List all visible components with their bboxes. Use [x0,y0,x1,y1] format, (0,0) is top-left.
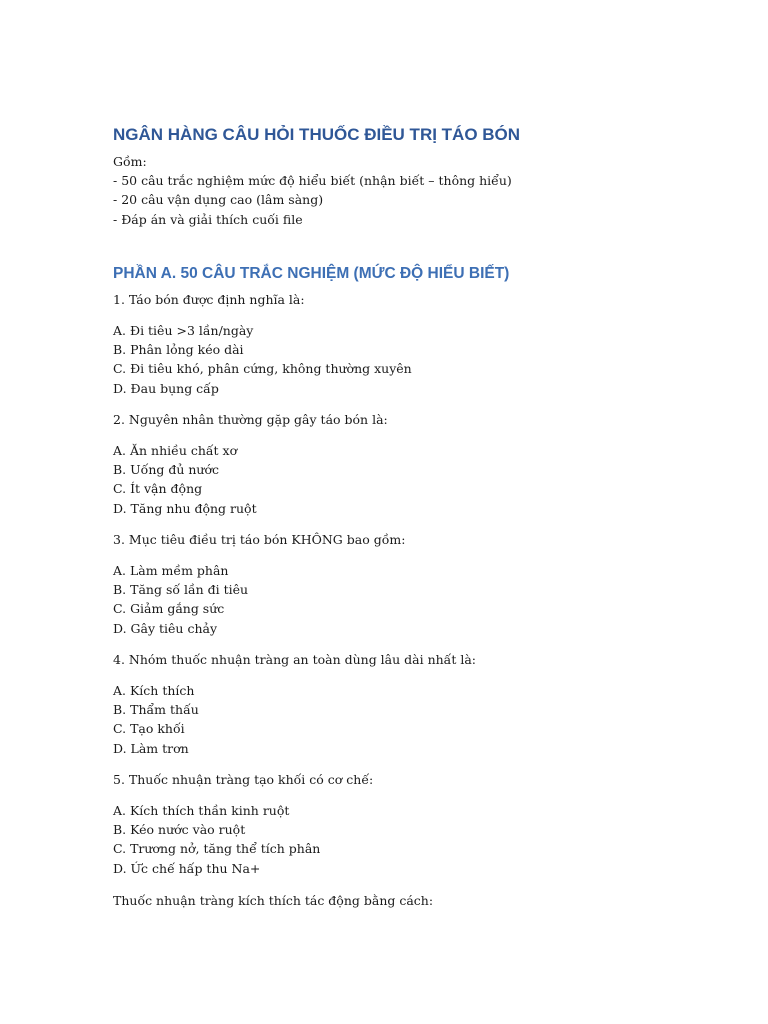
answer-option: C. Tạo khối [113,721,185,737]
answer-option: A. Ăn nhiều chất xơ [113,443,238,459]
answer-option: A. Làm mềm phân [113,563,229,579]
answer-option: B. Phân lỏng kéo dài [113,342,244,358]
answer-option: D. Tăng nhu động ruột [113,500,257,516]
intro-line: - 20 câu vận dụng cao (lâm sàng) [113,192,324,208]
intro-line: Gồm: [113,154,147,169]
intro-line: - 50 câu trắc nghiệm mức độ hiểu biết (nhận biết – thông hiểu) [113,173,512,189]
answer-option: C. Đi tiêu khó, phân cứng, không thường xuyên [113,361,412,377]
question-6-text: Thuốc nhuận tràng kích thích tác động bằng cách: [113,892,434,908]
answer-option: C. Giảm gắng sức [113,601,225,617]
question-text: 2. Nguyên nhân thường gặp gây táo bón là: [113,411,388,427]
answer-option: B. Uống đủ nước [113,462,219,478]
answer-option: B. Thẩm thấu [113,702,199,718]
question-text: 3. Mục tiêu điều trị táo bón KHÔNG bao gồm: [113,531,406,547]
answer-option: D. Làm trơn [113,740,189,756]
answer-option: C. Ít vận động [113,481,203,497]
answer-option: D. Ức chế hấp thu Na+ [113,860,261,876]
answer-option: D. Đau bụng cấp [113,380,219,396]
answer-option: A. Kích thích thần kinh ruột [113,803,290,819]
document-title: NGÂN HÀNG CÂU HỎI THUỐC ĐIỀU TRỊ TÁO BÓN [113,125,521,144]
question-1 [113,290,733,398]
answer-option: B. Kéo nước vào ruột [113,822,246,838]
question-text: 1. Táo bón được định nghĩa là: [113,291,305,307]
document-body [113,124,733,910]
answer-option: A. Đi tiêu >3 lần/ngày [113,323,254,339]
answer-option: B. Tăng số lần đi tiêu [113,582,249,598]
section-a-heading: PHẦN A. 50 CÂU TRẮC NGHIỆM (MỨC ĐỘ HIỂU BIẾT) [113,264,510,282]
question-text: 5. Thuốc nhuận tràng tạo khối có cơ chế: [113,771,374,787]
question-4 [113,650,733,758]
question-3 [113,530,733,638]
answer-option: A. Kích thích [113,683,195,699]
answer-option: D. Gây tiêu chảy [113,620,218,636]
question-text: 4. Nhóm thuốc nhuận tràng an toàn dùng lâu dài nhất là: [113,651,476,667]
intro-line: - Đáp án và giải thích cuối file [113,211,303,227]
question-5 [113,770,733,878]
intro-block [113,152,733,229]
answer-option: C. Trương nở, tăng thể tích phân [113,841,321,857]
question-2 [113,410,733,518]
